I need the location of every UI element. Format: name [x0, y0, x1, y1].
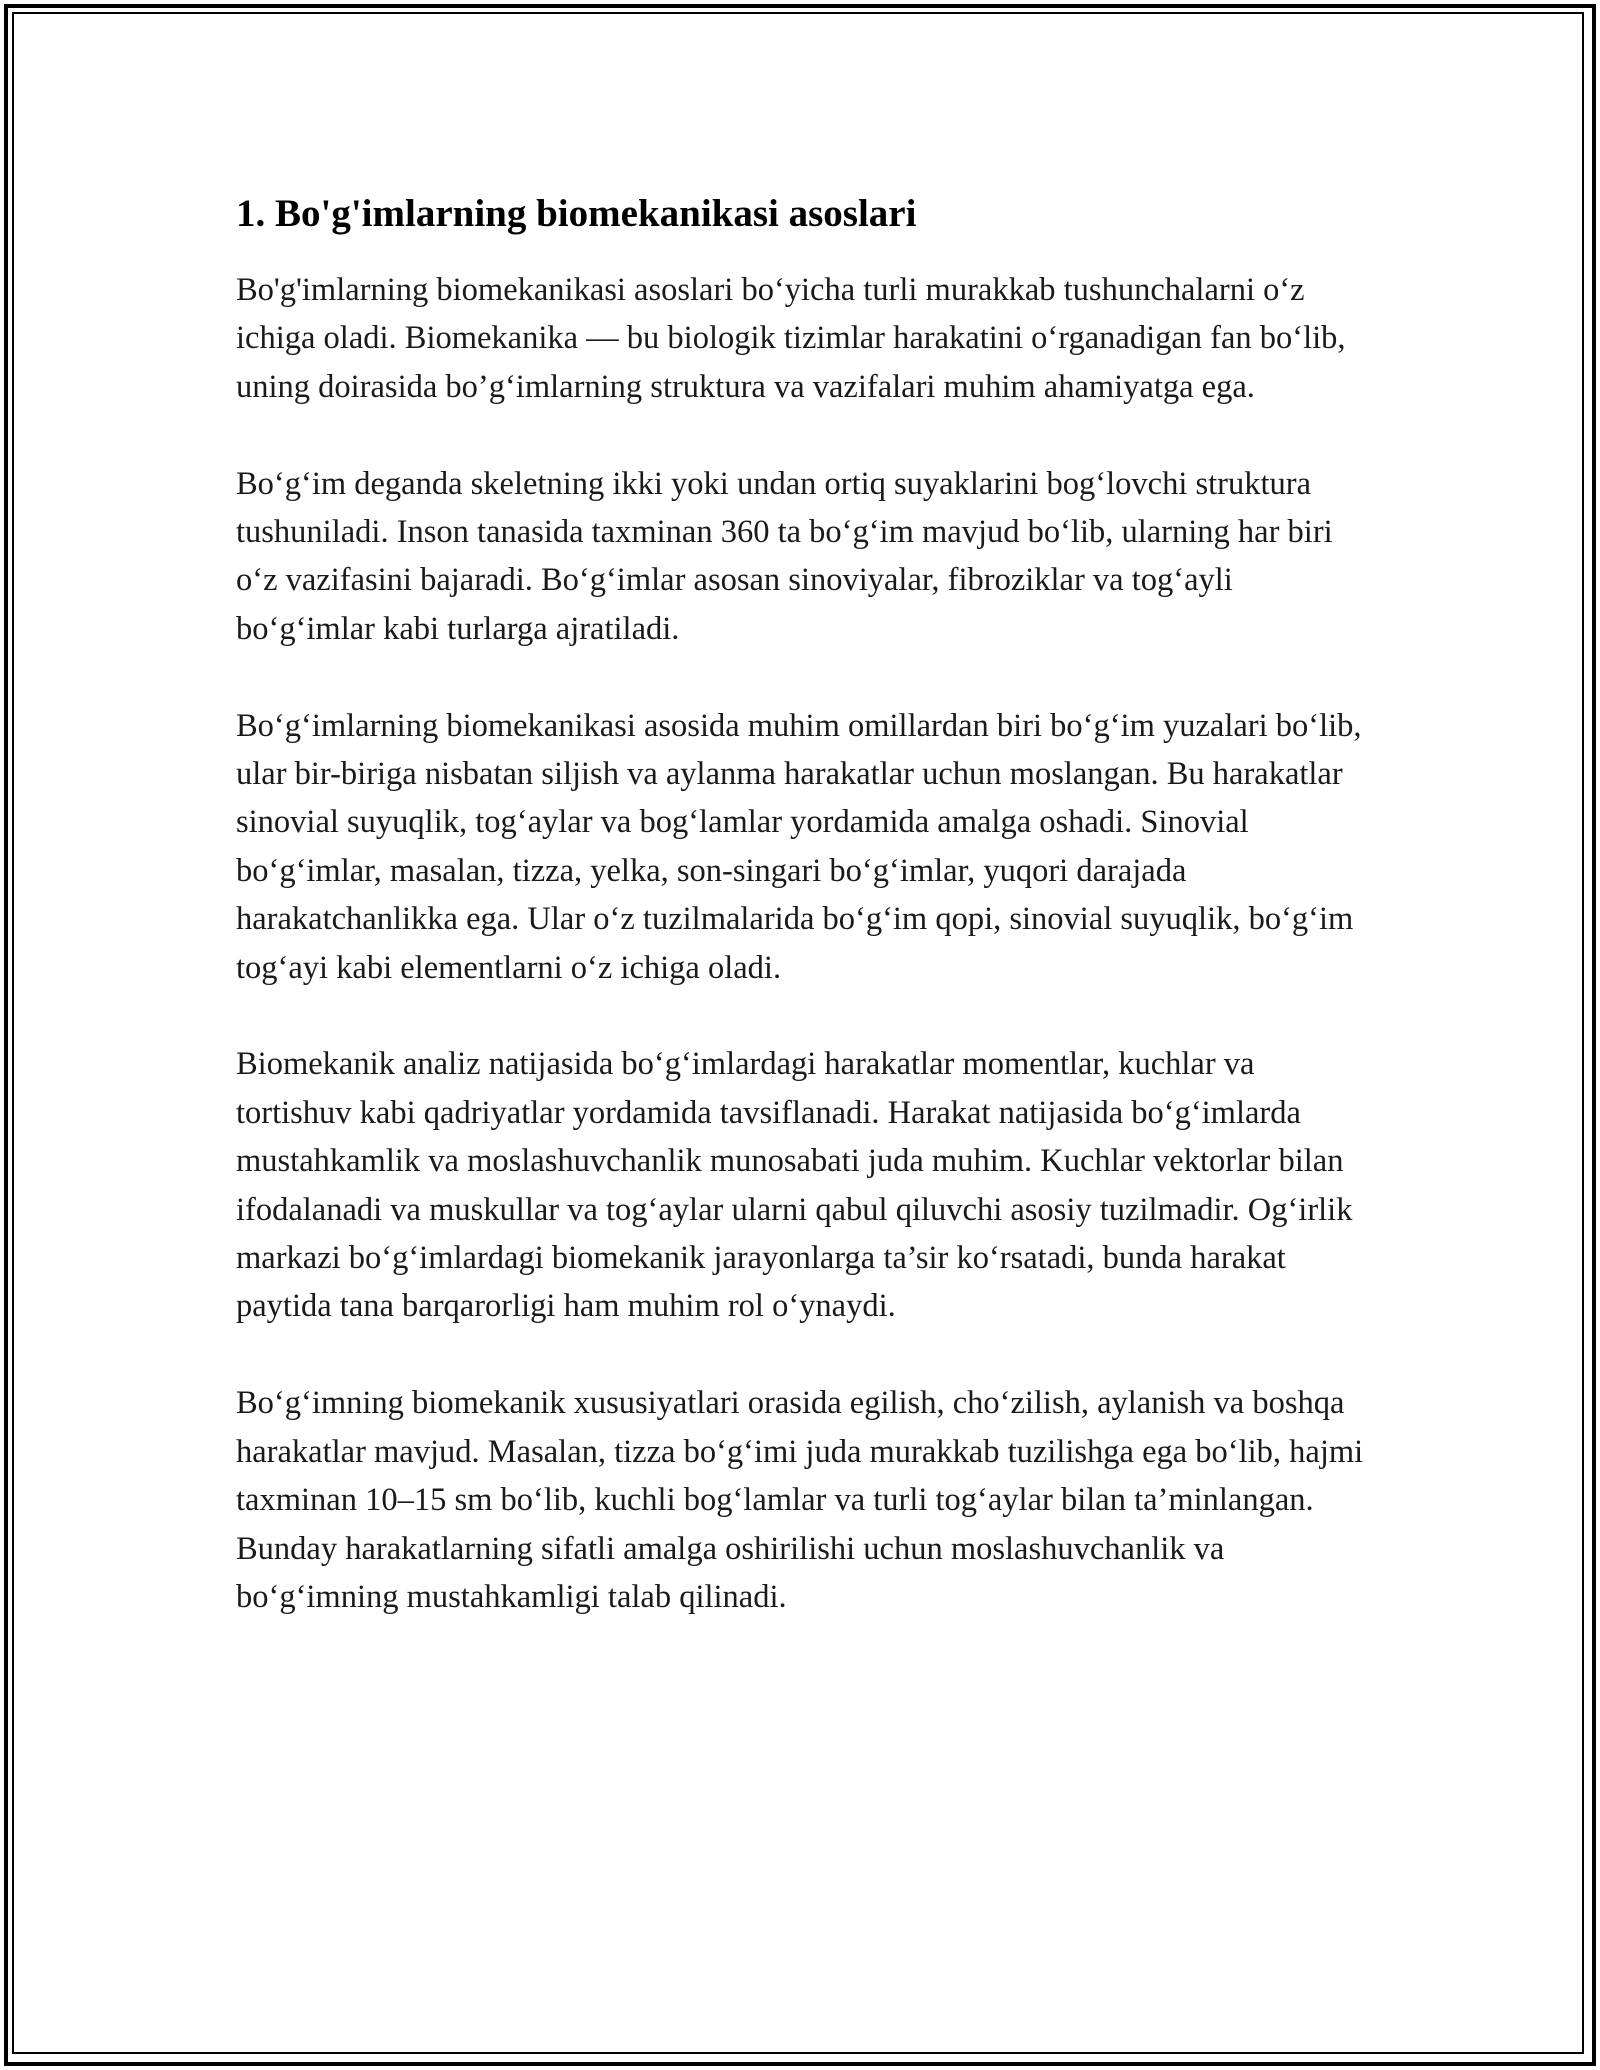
paragraph-1: Bo'g'imlarning biomekanikasi asoslari bo‘yicha turli murakkab tushunchalarni o‘z ichiga oladi. Biomekanika — bu biologik tizimlar harakatini o‘rganadigan fan bo‘lib, uning doirasida bo’g‘imlarning struktura va vazifalari muhim ahamiyatga ega.	[236, 272, 1346, 405]
paragraph-3: Bo‘g‘imlarning biomekanikasi asosida muhim omillardan biri bo‘g‘im yuzalari bo‘lib, ular bir-biriga nisbatan siljish va aylanma harakatlar uchun moslangan. Bu harakatlar sinovial suyuqlik, tog‘aylar va bog‘lamlar yordamida amalga oshadi. Sinovial bo‘g‘imlar, masalan, tizza, yelka, son-singari bo‘g‘imlar, yuqori darajada harakatchanlikka ega. Ular o‘z tuzilmalarida bo‘g‘im qopi, sinovial suyuqlik, bo‘g‘im tog‘ayi kabi elementlarni o‘z ichiga oladi.	[236, 707, 1362, 986]
paragraph-5: Bo‘g‘imning biomekanik xususiyatlari orasida egilish, cho‘zilish, aylanish va boshqa harakatlar mavjud. Masalan, tizza bo‘g‘imi juda murakkab tuzilishga ega bo‘lib, hajmi taxminan 10–15 sm bo‘lib, kuchli bog‘lamlar va turli tog‘aylar bilan ta’minlangan. Bunday harakatlarning sifatli amalga oshirilishi uchun moslashuvchanlik va bo‘g‘imning mustahkamligi talab qilinadi.	[236, 1385, 1364, 1615]
paragraph-4: Biomekanik analiz natijasida bo‘g‘imlardagi harakatlar momentlar, kuchlar va tortishuv kabi qadriyatlar yordamida tavsiflanadi. Harakat natijasida bo‘g‘imlarda mustahkamlik va moslashuvchanlik munosabati juda muhim. Kuchlar vektorlar bilan ifodalanadi va muskullar va tog‘aylar ularni qabul qiluvchi asosiy tuzilmadir. Og‘irlik markazi bo‘g‘imlardagi biomekanik jarayonlarga ta’sir ko‘rsatadi, bunda harakat paytida tana barqarorligi ham muhim rol o‘ynaydi.	[236, 1046, 1353, 1325]
document-body	[236, 186, 1376, 1621]
section-heading: 1. Bo'g'imlarning biomekanikasi asoslari	[236, 192, 917, 235]
paragraph-2: Bo‘g‘im deganda skeletning ikki yoki undan ortiq suyaklarini bog‘lovchi struktura tushuniladi. Inson tanasida taxminan 360 ta bo‘g‘im mavjud bo‘lib, ularning har biri o‘z vazifasini bajaradi. Bo‘g‘imlar asosan sinoviyalar, fibroziklar va tog‘ayli bo‘g‘imlar kabi turlarga ajratiladi.	[236, 465, 1333, 647]
